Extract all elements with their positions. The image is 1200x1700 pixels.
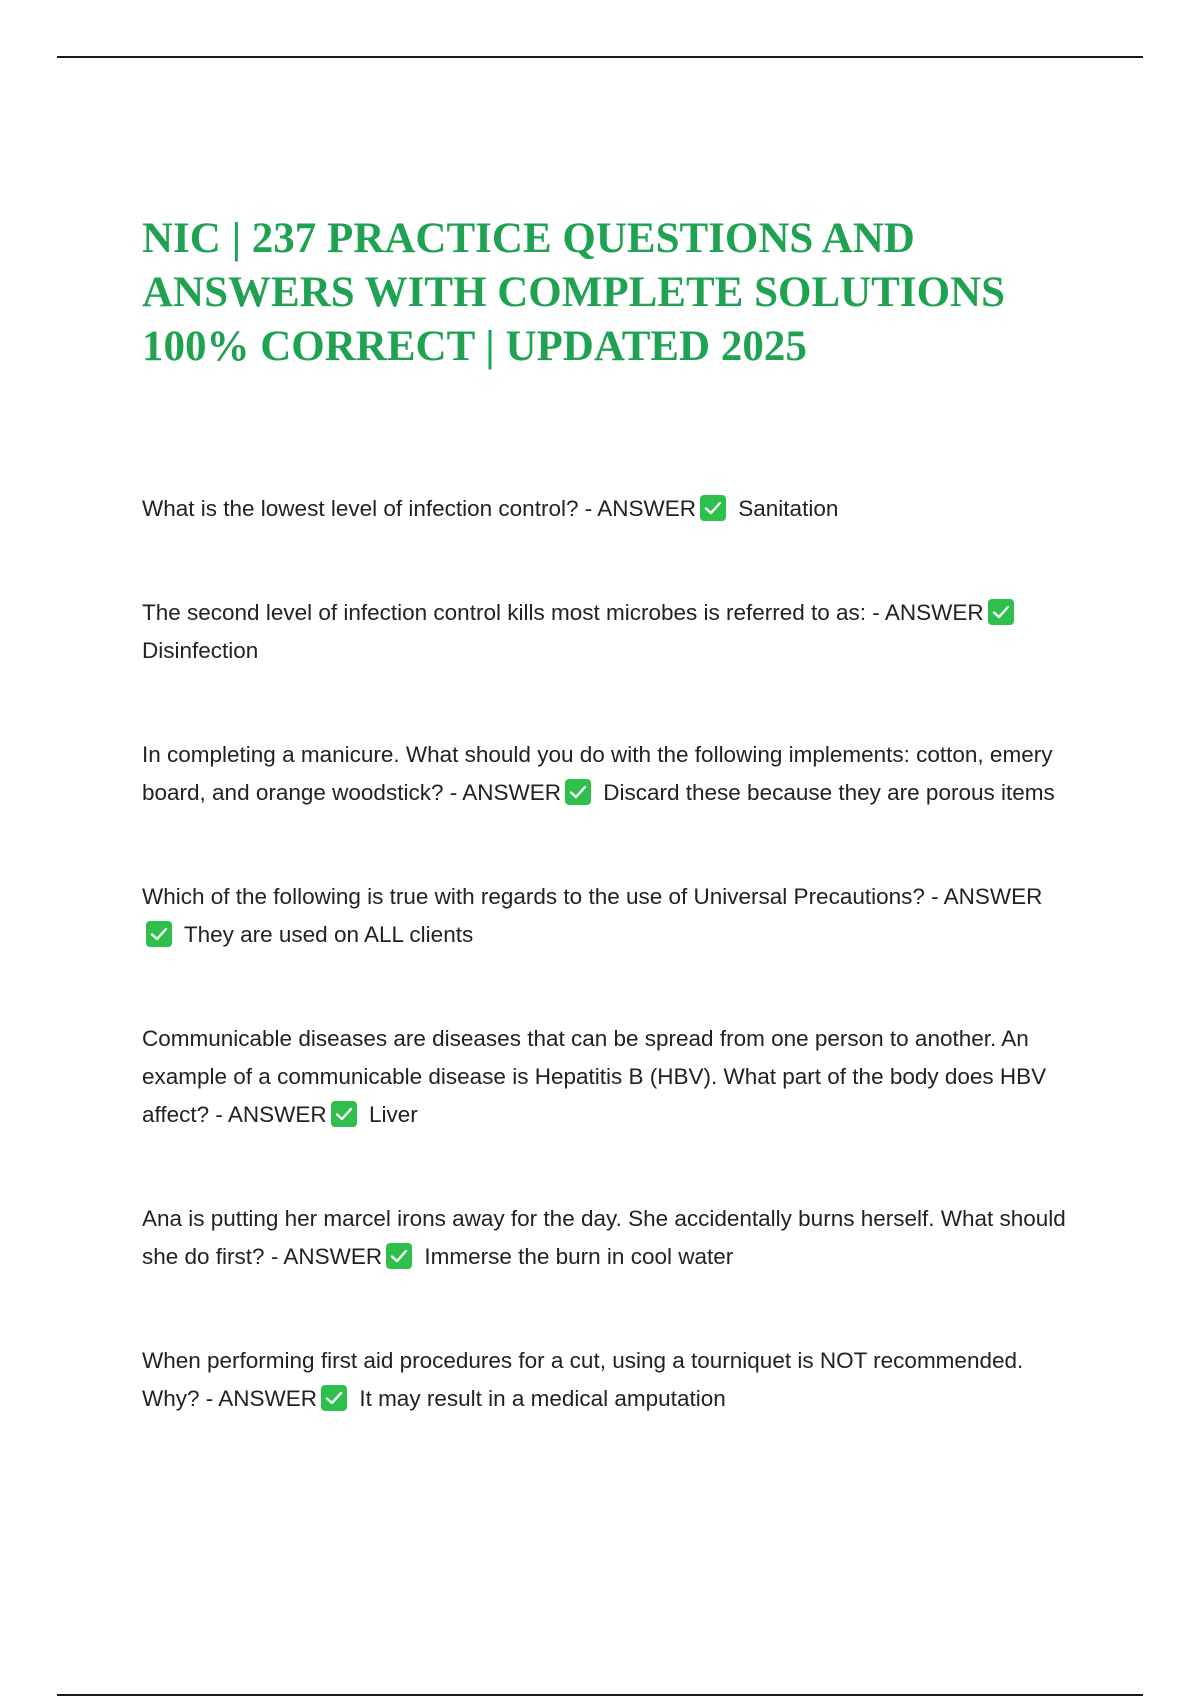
- qa-item: [142, 1200, 1072, 1276]
- answer-text: It may result in a medical amputation: [359, 1386, 726, 1411]
- answer-marker: ANSWER: [884, 600, 984, 625]
- green-checkmark-icon: [565, 779, 591, 805]
- qa-item: [142, 1020, 1072, 1134]
- answer-text: Immerse the burn in cool water: [424, 1244, 734, 1269]
- qa-item: [142, 1342, 1072, 1418]
- answer-text: Discard these because they are porous items: [603, 780, 1055, 805]
- qa-item: [142, 490, 1072, 528]
- answer-text: They are used on ALL clients: [183, 922, 474, 947]
- qa-item: [142, 878, 1072, 954]
- qa-item: [142, 594, 1072, 670]
- answer-marker: ANSWER: [283, 1244, 383, 1269]
- answer-text: Sanitation: [738, 496, 839, 521]
- question-list: [142, 490, 1072, 1418]
- top-rule: [57, 56, 1143, 58]
- question-text: Which of the following is true with regards to the use of Universal Precautions? -: [142, 884, 939, 909]
- answer-marker: ANSWER: [462, 780, 561, 805]
- question-text: In completing a manicure. What should you do with the following implements: cotton, emery board, and orange woodstick? -: [142, 742, 1053, 805]
- bottom-rule: [57, 1694, 1143, 1696]
- question-text: When performing first aid procedures for a cut, using a tourniquet is NOT recommended. Why? -: [142, 1348, 1024, 1411]
- green-checkmark-icon: [700, 495, 726, 521]
- document-title: NIC | 237 PRACTICE QUESTIONS AND ANSWERS WITH COMPLETE SOLUTIONS 100% CORRECT | UPDATED 2025: [142, 215, 1006, 370]
- answer-text: Disinfection: [142, 638, 259, 663]
- green-checkmark-icon: [386, 1243, 412, 1269]
- question-text: What is the lowest level of infection control? -: [142, 496, 593, 521]
- answer-text: Liver: [368, 1102, 418, 1127]
- green-checkmark-icon: [988, 599, 1014, 625]
- answer-marker: ANSWER: [943, 884, 1043, 909]
- answer-marker: ANSWER: [597, 496, 696, 521]
- answer-marker: ANSWER: [218, 1386, 318, 1411]
- green-checkmark-icon: [331, 1101, 357, 1127]
- question-text: Communicable diseases are diseases that can be spread from one person to another. An example of a communicable disease is Hepatitis B (HBV). What part of the body does HBV affect? -: [142, 1026, 1047, 1127]
- question-text: Ana is putting her marcel irons away for the day. She accidentally burns herself. What should she do first? -: [142, 1206, 1066, 1269]
- green-checkmark-icon: [146, 921, 172, 947]
- answer-marker: ANSWER: [227, 1102, 327, 1127]
- question-text: The second level of infection control kills most microbes is referred to as: -: [142, 600, 880, 625]
- green-checkmark-icon: [321, 1385, 347, 1411]
- qa-item: [142, 736, 1072, 812]
